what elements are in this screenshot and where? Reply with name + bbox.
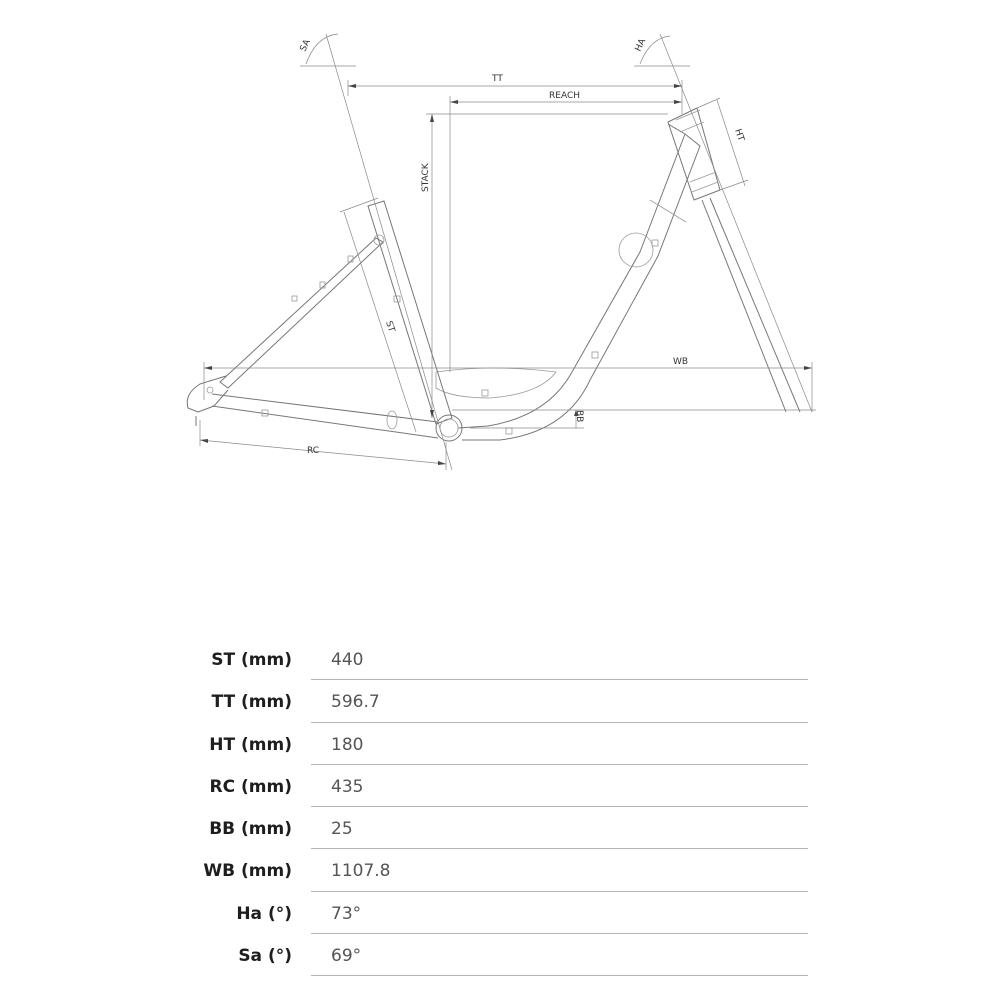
- bike-frame-outline: [187, 108, 800, 441]
- spec-value: 69°: [331, 946, 362, 967]
- spec-value: 180: [331, 734, 364, 755]
- spec-label: Sa (°): [238, 946, 292, 967]
- geometry-spec-table: [190, 638, 808, 976]
- spec-value: 73°: [331, 903, 362, 924]
- spec-label: Ha (°): [236, 903, 292, 924]
- spec-label: HT (mm): [209, 734, 292, 755]
- spec-row-sa: [190, 934, 808, 976]
- spec-row-tt: [190, 680, 808, 722]
- spec-row-ha: [190, 892, 808, 934]
- spec-value: 435: [331, 776, 364, 797]
- spec-value: 1107.8: [331, 861, 391, 882]
- label-ht: HT: [732, 127, 746, 143]
- spec-value: 596.7: [331, 692, 380, 713]
- label-st: ST: [383, 319, 397, 334]
- spec-label: RC (mm): [209, 776, 292, 797]
- spec-value: 25: [331, 819, 353, 840]
- label-rc: RC: [307, 446, 320, 456]
- spec-value: 440: [331, 650, 364, 670]
- label-bb: BB: [574, 410, 584, 423]
- label-stack: STACK: [421, 163, 431, 192]
- label-reach: REACH: [549, 91, 580, 101]
- label-tt: TT: [492, 74, 503, 84]
- label-sa: SA: [298, 38, 313, 54]
- row-divider: [311, 975, 808, 976]
- spec-row-bb: [190, 807, 808, 849]
- spec-row-st: [190, 638, 808, 680]
- spec-label: BB (mm): [209, 819, 292, 840]
- label-wb: WB: [673, 357, 689, 367]
- spec-label: TT (mm): [211, 692, 292, 713]
- dimension-lines: [200, 34, 816, 470]
- label-ha: HA: [633, 37, 649, 54]
- spec-row-wb: [190, 849, 808, 891]
- spec-label: WB (mm): [203, 861, 292, 882]
- spec-row-ht: [190, 723, 808, 765]
- spec-row-rc: [190, 765, 808, 807]
- spec-label: ST (mm): [211, 650, 292, 670]
